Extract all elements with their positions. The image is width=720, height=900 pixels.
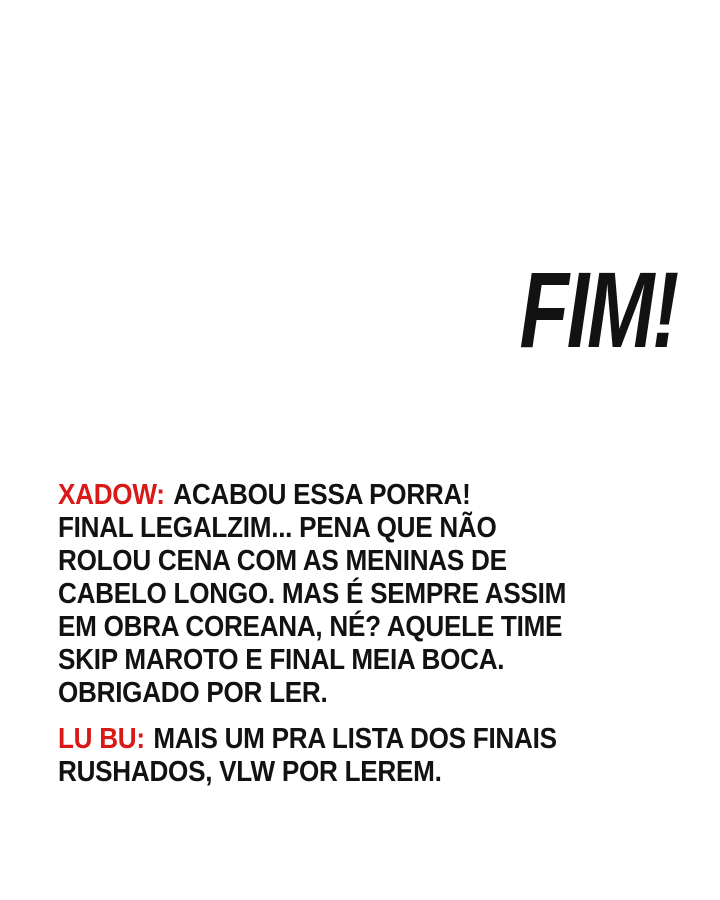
note-line (58, 479, 616, 512)
speaker-label-xadow: XADOW: (58, 479, 165, 511)
translator-notes (58, 479, 616, 789)
note-line-text: MAIS UM PRA LISTA DOS FINAIS (153, 723, 557, 755)
note-line: CABELO LONGO. MAS É SEMPRE ASSIM (58, 578, 567, 610)
note-line: FINAL LEGALZIM... PENA QUE NÃO (58, 512, 497, 544)
note-line: OBRIGADO POR LER. (58, 677, 328, 709)
note-line: ROLOU CENA COM AS MENINAS DE (58, 545, 507, 577)
note-paragraph-xadow (58, 479, 616, 710)
note-line (58, 723, 616, 756)
note-line-text: ACABOU ESSA PORRA! (173, 479, 471, 511)
note-line: RUSHADOS, VLW POR LEREM. (58, 756, 442, 788)
note-line: SKIP MAROTO E FINAL MEIA BOCA. (58, 644, 505, 676)
speaker-label-lubu: LU BU: (58, 723, 145, 755)
note-line: EM OBRA COREANA, NÉ? AQUELE TIME (58, 611, 563, 643)
end-mark-text: FIM! (519, 249, 677, 370)
note-paragraph-lubu (58, 723, 616, 789)
